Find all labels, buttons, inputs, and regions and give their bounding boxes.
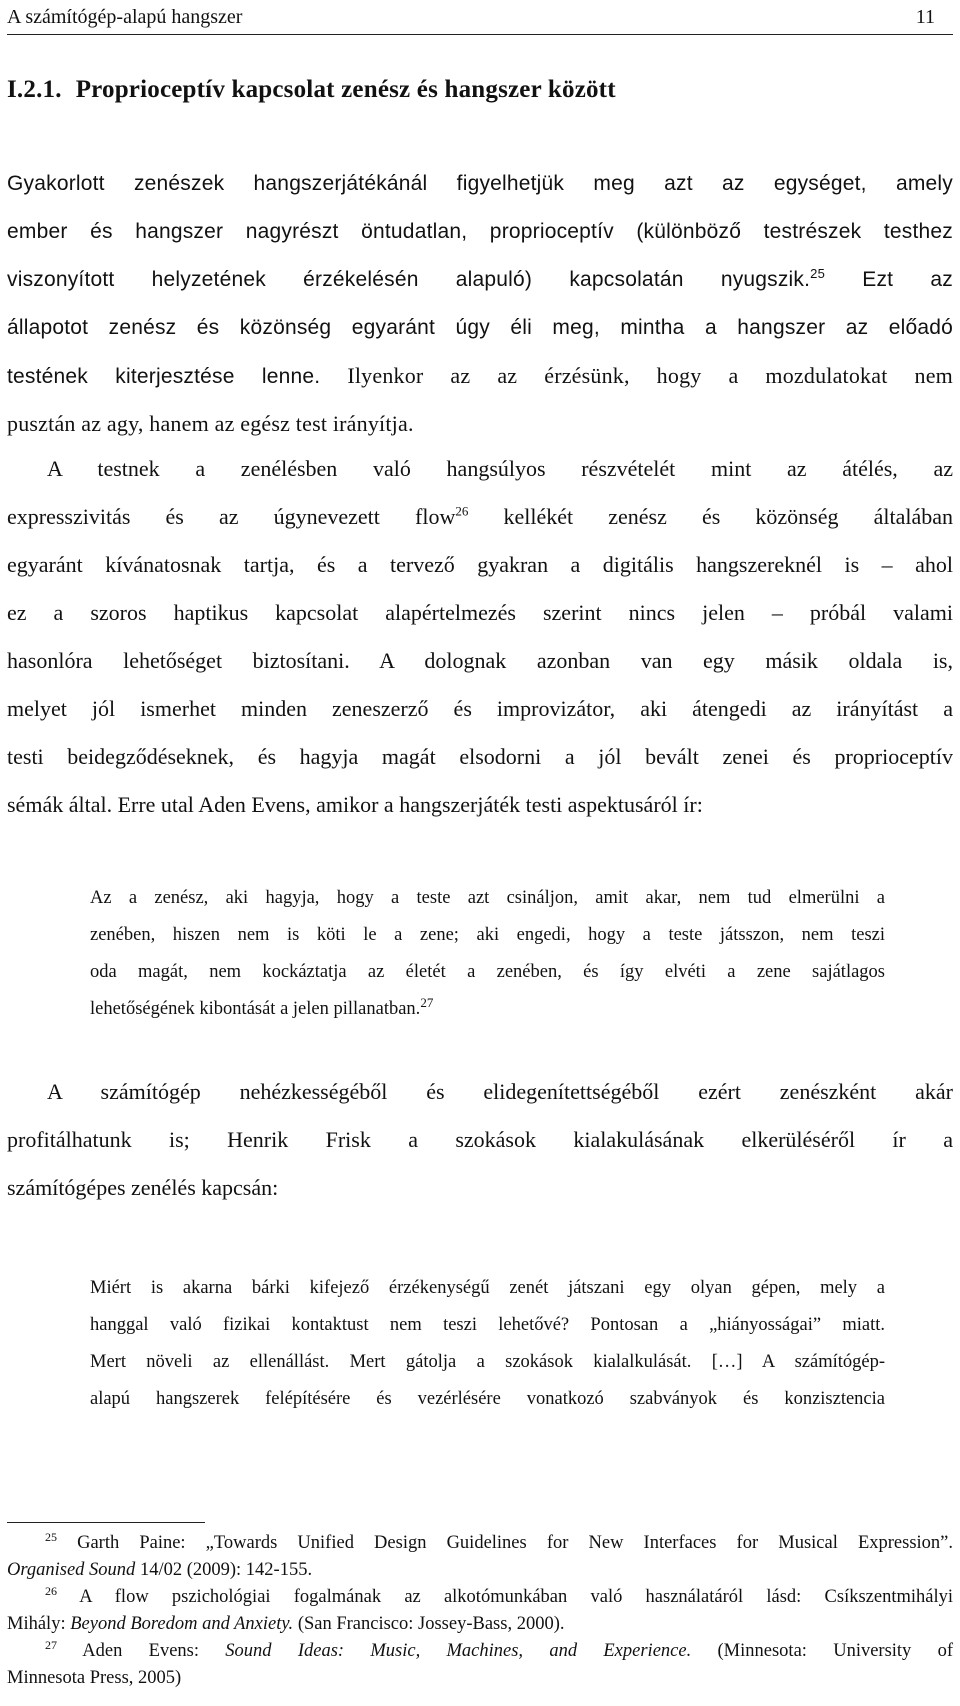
footnote-number: 26 [45, 1583, 57, 1598]
text-span: expresszivitás és az úgynevezett flow [7, 504, 456, 529]
quote-line: Mert növeli az ellenállást. Mert gátolja a szokások kialalkulását. […] A számítógép- [90, 1352, 885, 1372]
footnote-text: Mihály: [7, 1614, 71, 1634]
text-span: kellékét zenész és közönség általában [468, 504, 953, 529]
text-line: A testnek a zenélésben való hangsúlyos részvételét mint az átélés, az [47, 456, 953, 481]
text-line: testi beidegződéseknek, és hagyja magát elsodorni a jól bevált zenei és proprioceptív [7, 744, 953, 769]
quote-line: hanggal való fizikai kontaktust nem teszi lehetővé? Pontosan a „hiányosságai” miatt. [90, 1315, 885, 1335]
footnote-text: (San Francisco: Jossey-Bass, 2000). [293, 1614, 565, 1634]
quote-line: oda magát, nem kockáztatja az életét a zenében, és így elvéti a zene sajátlagos [90, 962, 885, 982]
text-line: állapotot zenész és közönség egyaránt úgy éli meg, mintha a hangszer az előadó [7, 316, 953, 339]
footnote-number: 25 [45, 1529, 57, 1544]
text-line: melyet jól ismerhet minden zeneszerző és improvizátor, aki átengedi az irányítást a [7, 696, 953, 721]
footnote-text: (Minnesota: University of [691, 1641, 954, 1661]
block-quote-2 [90, 1270, 885, 1418]
text-line: profitálhatunk is; Henrik Frisk a szokások kialakulásának elkerüléséről ír a [7, 1127, 953, 1152]
text-line: Gyakorlott zenészek hangszerjátékánál figyelhetjük meg azt az egységet, amely [7, 172, 953, 195]
text-line: egyaránt kívánatosnak tartja, és a tervező gyakran a digitális hangszereknél is – ahol [7, 552, 953, 577]
text-span: viszonyított helyzetének érzékelésén alapuló) kapcsolatán nyugszik. [7, 268, 811, 291]
running-header-title: A számítógép-alapú hangszer [7, 6, 243, 28]
paragraph-1 [7, 160, 953, 448]
footnote-text: Garth Paine: „Towards Unified Design Guidelines for New Interfaces for Musical Expression”. [57, 1533, 953, 1553]
footnote-27-cont: Minnesota Press, 2005) [7, 1668, 182, 1688]
footnote-26 [7, 1584, 953, 1611]
footnote-number: 27 [45, 1637, 57, 1652]
text-line [7, 352, 953, 400]
section-number: I.2.1. [7, 76, 62, 103]
quote-line: zenében, hiszen nem is köti le a zene; aki engedi, hogy a teste játsszon, nem teszi [90, 925, 885, 945]
footnotes [7, 1530, 953, 1692]
quote-line [90, 991, 885, 1028]
paragraph-2 [7, 445, 953, 829]
footnote-25 [7, 1530, 953, 1557]
paragraph-3 [7, 1068, 953, 1212]
footnote-divider [7, 1522, 205, 1523]
section-heading [7, 76, 616, 104]
book-title: Beyond Boredom and Anxiety. [70, 1614, 294, 1634]
text-line: ez a szoros haptikus kapcsolat alapértelmezés szerint nincs jelen – próbál valami [7, 600, 953, 625]
text-span: testének kiterjesztése lenne. [7, 365, 321, 388]
footnote-ref-26[interactable]: 26 [455, 503, 469, 519]
footnote-27 [7, 1638, 953, 1665]
text-line: pusztán az agy, hanem az egész test irányítja. [7, 411, 414, 436]
quote-line: Miért is akarna bárki kifejező érzékenységű zenét játszani egy olyan gépen, mely a [90, 1278, 885, 1298]
quote-line: Az a zenész, aki hagyja, hogy a teste azt csináljon, amit akar, nem tud elmerülni a [90, 888, 885, 908]
footnote-text: 14/02 (2009): 142-155. [135, 1560, 313, 1580]
text-span: Ezt az [825, 268, 953, 291]
footnote-text: A flow pszichológiai fogalmának az alkotómunkában való használatáról lásd: Csíkszentmihályi [57, 1587, 953, 1607]
journal-title: Organised Sound [7, 1560, 136, 1580]
running-header [7, 4, 953, 35]
text-span: Ilyenkor az az érzésünk, hogy a mozdulatokat nem [320, 363, 953, 388]
section-title: Proprioceptív kapcsolat zenész és hangszer között [75, 76, 616, 103]
text-line [7, 256, 953, 304]
text-line [7, 493, 953, 541]
text-line: hasonlóra lehetőséget biztosítani. A dolognak azonban van egy másik oldala is, [7, 648, 953, 673]
text-line: sémák által. Erre utal Aden Evens, amikor a hangszerjáték testi aspektusáról ír: [7, 792, 703, 817]
block-quote-1 [90, 880, 885, 1028]
footnote-text: Aden Evens: [57, 1641, 226, 1661]
text-line: A számítógép nehézkességéből és elidegenítettségéből ezért zenészként akár [47, 1079, 953, 1104]
quote-line: alapú hangszerek felépítésére és vezérlésére vonatkozó szabványok és konzisztencia [90, 1389, 885, 1409]
footnote-ref-27[interactable]: 27 [420, 994, 434, 1010]
text-line: ember és hangszer nagyrészt öntudatlan, proprioceptív (különböző testrészek testhez [7, 220, 953, 243]
text-span: lehetőségének kibontását a jelen pillanatban. [90, 999, 421, 1019]
text-line: számítógépes zenélés kapcsán: [7, 1175, 279, 1200]
footnote-25-cont [7, 1557, 953, 1584]
footnote-26-cont [7, 1611, 953, 1638]
footnote-ref-25[interactable]: 25 [810, 266, 826, 281]
page-number: 11 [915, 6, 935, 28]
book-title: Sound Ideas: Music, Machines, and Experience. [225, 1641, 692, 1661]
